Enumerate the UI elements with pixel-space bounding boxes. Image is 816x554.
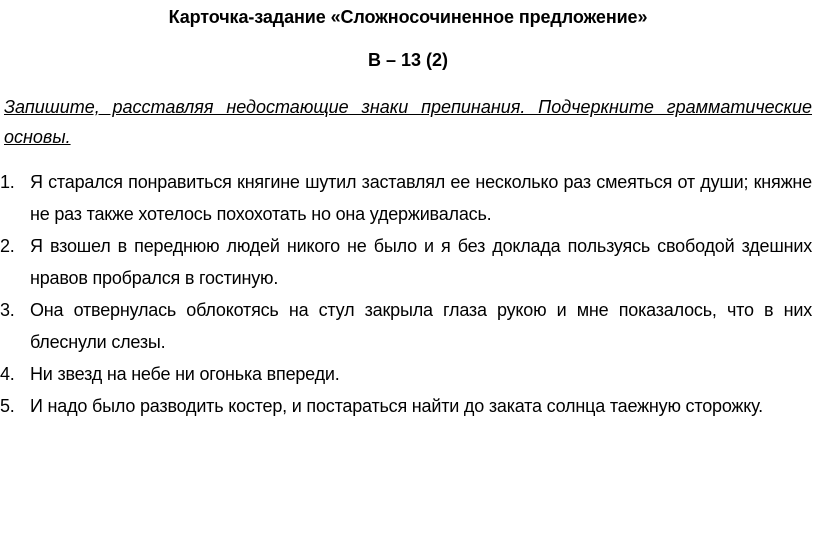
task-list: [0, 166, 812, 422]
task-number: 5.: [0, 396, 15, 416]
card-title: Карточка-задание «Сложносочиненное предложение»: [168, 7, 648, 27]
task-item-1: [0, 166, 812, 230]
task-number: 4.: [0, 364, 15, 384]
variant-label: В – 13 (2): [367, 50, 449, 70]
task-number: 2.: [0, 236, 15, 256]
task-number: 1.: [0, 172, 15, 192]
task-text: Я взошел в переднюю людей никого не было и я без доклада пользуясь свободой здешних нравов пробрался в гостиную.: [30, 236, 812, 288]
task-item-3: [0, 294, 812, 358]
task-number: 3.: [0, 300, 15, 320]
task-item-4: [0, 358, 812, 390]
task-text: Ни звезд на небе ни огонька впереди.: [30, 364, 340, 384]
task-item-2: [0, 230, 812, 294]
task-text: И надо было разводить костер, и постараться найти до заката солнца таежную сторожку.: [30, 396, 763, 416]
task-instruction: Запишите, расставляя недостающие знаки препинания. Подчеркните грамматические основы.: [4, 97, 812, 147]
task-text: Я старался понравиться княгине шутил заставлял ее несколько раз смеяться от души; княжне не раз также хотелось похохотать но она удерживалась.: [30, 172, 812, 224]
task-item-5: [0, 390, 812, 422]
task-text: Она отвернулась облокотясь на стул закрыла глаза рукою и мне показалось, что в них блеснули слезы.: [30, 300, 812, 352]
